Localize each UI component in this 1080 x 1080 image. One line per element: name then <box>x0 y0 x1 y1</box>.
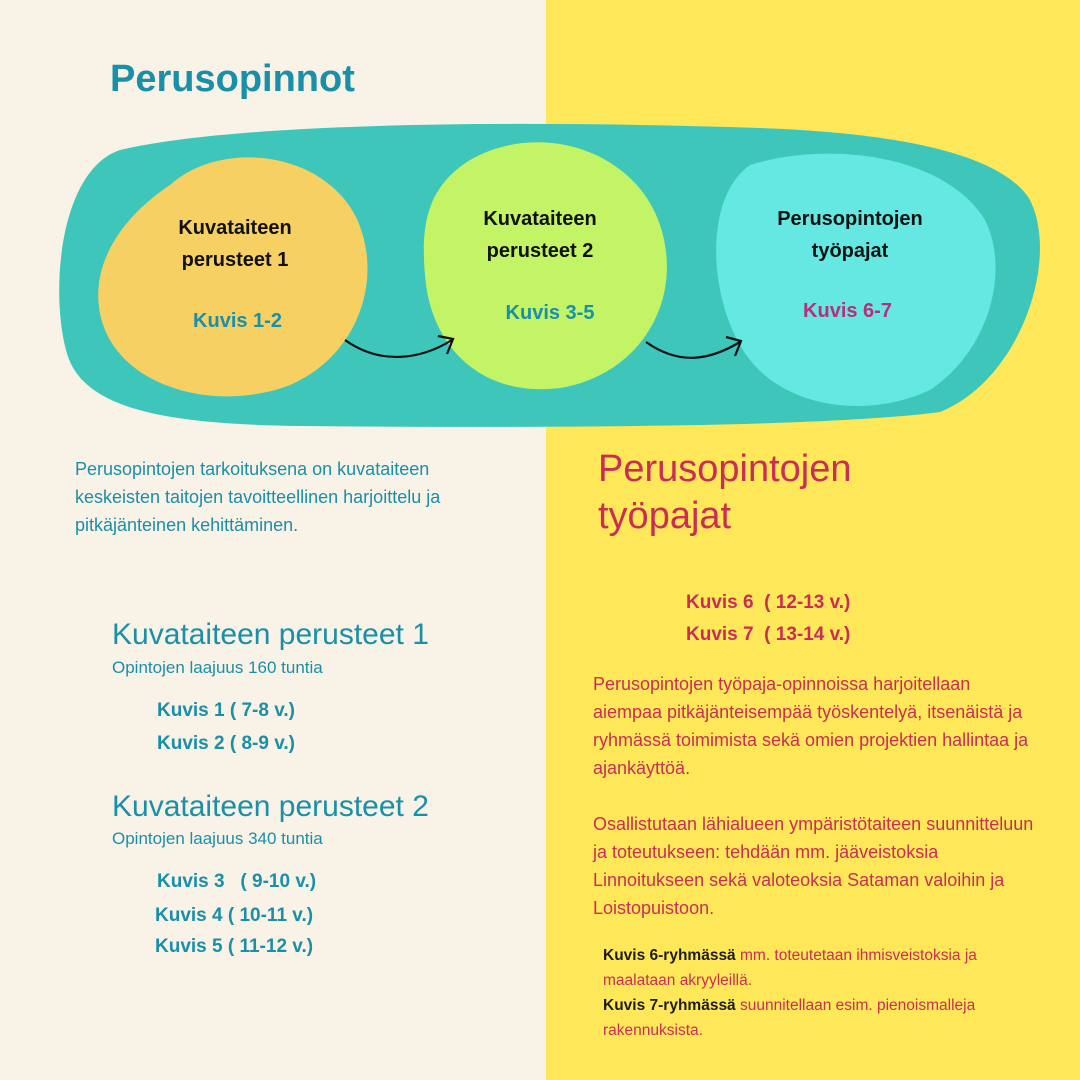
group-6-text: mm. toteutetaan ihmisveistoksia ja maalataan akryyleillä. <box>603 947 977 989</box>
section-2-title: Kuvataiteen perusteet 2 <box>112 790 429 823</box>
workshops-title <box>598 446 998 540</box>
group-kuvis-7: Kuvis 7 ( 13-14 v.) <box>686 624 851 645</box>
node-1-title-line1: Kuvataiteen <box>178 217 292 239</box>
node-3-title-line2: työpajat <box>811 240 889 262</box>
node-3-title-line1: Perusopintojen <box>777 208 923 230</box>
group-kuvis-5: Kuvis 5 ( 11-12 v.) <box>155 936 314 957</box>
node-2-title-line1: Kuvataiteen <box>483 208 597 230</box>
group-kuvis-1: Kuvis 1 ( 7-8 v.) <box>157 700 295 721</box>
workshops-title-line1: Perusopintojen <box>598 448 852 490</box>
group-7-label: Kuvis 7-ryhmässä <box>603 997 736 1014</box>
node-1-title <box>130 212 340 276</box>
workshops-paragraph-2: Osallistutaan lähialueen ympäristötaiteen suunnitteluun ja toteutukseen: tehdään mm. jääveistoksia Linnoitukseen sekä valoteoksia Sataman valoihin ja Loistopuistoon. <box>593 814 1034 918</box>
node-2-title-line2: perusteet 2 <box>486 240 594 262</box>
intro-text: Perusopintojen tarkoituksena on kuvataiteen keskeisten taitojen tavoitteellinen harjoittelu ja pitkäjänteinen kehittäminen. <box>75 459 441 535</box>
page-title: Perusopinnot <box>110 58 355 100</box>
group-6-label: Kuvis 6-ryhmässä <box>603 947 736 964</box>
node-1-groups: Kuvis 1-2 <box>193 310 282 332</box>
section-1-title: Kuvataiteen perusteet 1 <box>112 618 429 651</box>
workshops-title-line2: työpajat <box>598 495 732 537</box>
node-2-title <box>440 203 640 267</box>
node-3-title <box>740 203 960 267</box>
workshops-group-notes <box>603 943 983 1043</box>
section-2-scope: Opintojen laajuus 340 tuntia <box>112 829 323 848</box>
node-1-title-line2: perusteet 1 <box>181 249 289 271</box>
node-2-groups: Kuvis 3-5 <box>505 302 595 324</box>
group-kuvis-6: Kuvis 6 ( 12-13 v.) <box>686 592 851 613</box>
group-7-text: suunnitellaan esim. pienoismalleja rakennuksista. <box>603 997 976 1039</box>
node-blob-3 <box>716 154 995 406</box>
group-kuvis-4: Kuvis 4 ( 10-11 v.) <box>155 905 314 926</box>
section-1-scope: Opintojen laajuus 160 tuntia <box>112 658 323 677</box>
workshops-paragraph-1: Perusopintojen työpaja-opinnoissa harjoitellaan aiempaa pitkäjänteisempää työskentelyä, itsenäistä ja ryhmässä toimimista sekä omien projektien hallintaa ja ajankäyttöä. <box>593 674 1029 778</box>
group-kuvis-2: Kuvis 2 ( 8-9 v.) <box>157 733 295 754</box>
group-kuvis-3: Kuvis 3 ( 9-10 v.) <box>157 871 317 892</box>
node-3-groups: Kuvis 6-7 <box>803 300 892 322</box>
